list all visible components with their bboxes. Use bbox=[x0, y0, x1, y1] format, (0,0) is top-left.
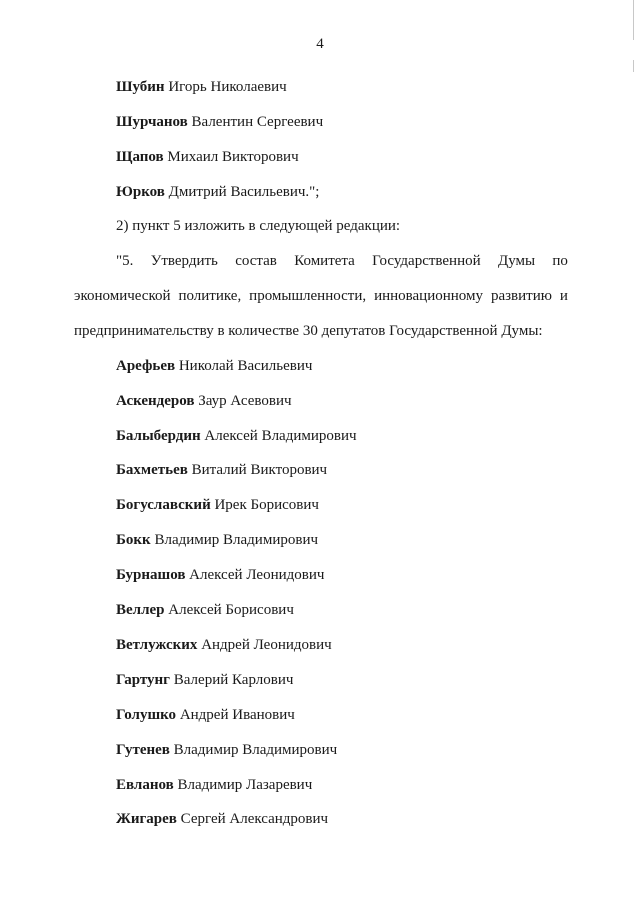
deputy-surname: Бокк bbox=[116, 532, 151, 548]
deputy-surname: Бурнашов bbox=[116, 567, 186, 583]
deputy-given-name: Сергей Александрович bbox=[180, 811, 329, 827]
paragraph-word: Комитета bbox=[294, 253, 355, 269]
deputy-entry bbox=[116, 496, 319, 514]
deputy-entry bbox=[116, 741, 337, 759]
deputy-given-name: Ирек Борисович bbox=[214, 497, 319, 513]
paragraph-word: развитию bbox=[490, 288, 552, 304]
deputy-surname: Гутенев bbox=[116, 742, 170, 758]
deputy-entry bbox=[116, 601, 294, 619]
deputy-given-name: Михаил Викторович bbox=[167, 149, 299, 165]
deputy-given-name: Дмитрий Васильевич."; bbox=[168, 184, 320, 200]
deputy-given-name: Андрей Леонидович bbox=[201, 637, 332, 653]
deputy-surname: Шурчанов bbox=[116, 114, 188, 130]
deputy-given-name: Владимир Лазаревич bbox=[177, 777, 313, 793]
deputy-given-name: Заур Асевович bbox=[198, 393, 292, 409]
deputy-given-name: Виталий Викторович bbox=[191, 462, 328, 478]
deputy-entry bbox=[116, 183, 319, 201]
paragraph-word: Утвердить bbox=[150, 253, 218, 269]
deputy-entry bbox=[116, 566, 324, 584]
deputy-entry bbox=[116, 148, 299, 166]
paragraph-word: состав bbox=[235, 253, 277, 269]
deputy-surname: Гартунг bbox=[116, 672, 170, 688]
paragraph-word: Думы bbox=[497, 253, 536, 269]
deputy-given-name: Валентин Сергеевич bbox=[191, 114, 324, 130]
scan-edge-mark bbox=[633, 60, 634, 72]
deputy-surname: Юрков bbox=[116, 184, 165, 200]
deputy-entry bbox=[116, 78, 287, 96]
paragraph-word: Государственной bbox=[372, 253, 481, 269]
deputy-surname: Шубин bbox=[116, 79, 165, 95]
deputy-entry bbox=[116, 357, 312, 375]
deputy-entry bbox=[116, 810, 328, 828]
paragraph-word: экономической bbox=[74, 288, 171, 304]
paragraph-word: инновационному bbox=[374, 288, 484, 304]
deputy-entry bbox=[116, 113, 323, 131]
deputy-entry bbox=[116, 706, 295, 724]
paragraph-line bbox=[116, 252, 568, 270]
deputy-surname: Евланов bbox=[116, 777, 174, 793]
paragraph-word: "5. bbox=[116, 253, 134, 269]
deputy-entry bbox=[116, 636, 332, 654]
deputy-given-name: Владимир Владимирович bbox=[154, 532, 319, 548]
deputy-entry bbox=[116, 427, 357, 445]
paragraph-word: промышленности, bbox=[249, 288, 367, 304]
deputy-given-name: Игорь Николаевич bbox=[168, 79, 287, 95]
deputy-entry bbox=[116, 776, 312, 794]
deputy-entry bbox=[116, 392, 292, 410]
deputy-surname: Богуславский bbox=[116, 497, 211, 513]
deputy-given-name: Алексей Владимирович bbox=[204, 428, 357, 444]
deputy-surname: Балыбердин bbox=[116, 428, 201, 444]
deputy-surname: Аскендеров bbox=[116, 393, 195, 409]
scan-edge-mark bbox=[633, 0, 634, 40]
amendment-item: 2) пункт 5 изложить в следующей редакции: bbox=[116, 218, 401, 234]
page-number: 4 bbox=[316, 36, 324, 52]
deputy-surname: Щапов bbox=[116, 149, 164, 165]
deputy-surname: Ветлужских bbox=[116, 637, 198, 653]
deputy-given-name: Владимир Владимирович bbox=[173, 742, 338, 758]
deputy-entry bbox=[116, 461, 327, 479]
deputy-surname: Жигарев bbox=[116, 811, 177, 827]
deputy-entry bbox=[116, 531, 318, 549]
deputy-entry bbox=[116, 671, 293, 689]
paragraph-word: по bbox=[552, 253, 568, 269]
deputy-surname: Голушко bbox=[116, 707, 177, 723]
paragraph-line bbox=[74, 287, 568, 305]
deputy-surname: Бахметьев bbox=[116, 462, 188, 478]
paragraph-line: предпринимательству в количестве 30 депутатов Государственной Думы: bbox=[74, 323, 543, 339]
paragraph-word: и bbox=[559, 288, 568, 304]
deputy-given-name: Валерий Карлович bbox=[173, 672, 294, 688]
deputy-surname: Веллер bbox=[116, 602, 165, 618]
paragraph-word: политике, bbox=[178, 288, 242, 304]
deputy-given-name: Андрей Иванович bbox=[179, 707, 295, 723]
deputy-surname: Арефьев bbox=[116, 358, 176, 374]
deputy-given-name: Алексей Леонидович bbox=[189, 567, 325, 583]
deputy-given-name: Алексей Борисович bbox=[168, 602, 294, 618]
deputy-given-name: Николай Васильевич bbox=[178, 358, 313, 374]
